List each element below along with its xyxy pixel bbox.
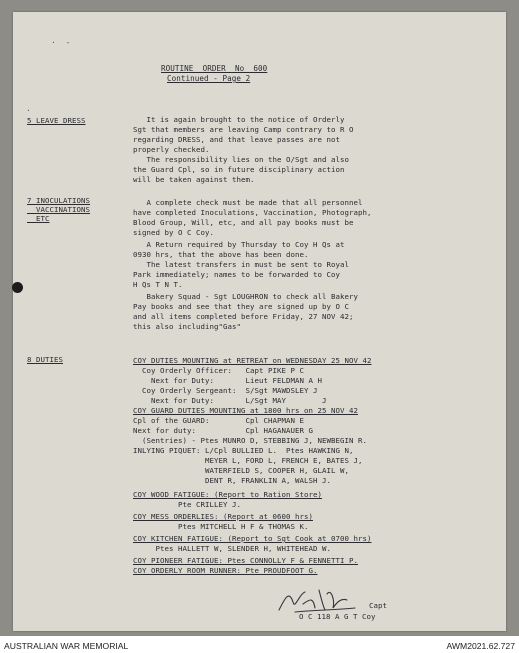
text-line: properly checked. xyxy=(133,145,210,154)
duty-line: COY DUTIES MOUNTING at RETREAT on WEDNESDAY 25 NOV 42 xyxy=(133,356,372,365)
text-line: the Guard Cpl, so in future disciplinary action xyxy=(133,165,345,174)
text-line: The responsibility lies on the O/Sgt and also xyxy=(133,155,349,164)
text-line: 0930 hrs, that the above has been done. xyxy=(133,250,309,259)
duty-line: COY GUARD DUTIES MOUNTING at 1800 hrs on 25 NOV 42 xyxy=(133,406,358,415)
vaccinations-heading: VACCINATIONS xyxy=(27,205,90,214)
inoculations-heading: 7 INOCULATIONS xyxy=(27,196,90,205)
duty-line: Next for duty: Cpl HAGANAUER G xyxy=(133,426,313,435)
text-line: H Qs T N T. xyxy=(133,280,183,289)
signature-office: O C 118 A G T Coy xyxy=(299,612,376,621)
signature-rank: Capt xyxy=(369,601,387,610)
duty-line: Next for Duty: Lieut FELDMAN A H xyxy=(133,376,322,385)
punch-hole xyxy=(12,282,23,293)
duty-line: MEYER L, FORD L, FRENCH E, BATES J, xyxy=(133,456,363,465)
text-line: A Return required by Thursday to Coy H Qs at xyxy=(133,240,345,249)
text-line: The latest transfers in must be sent to Royal xyxy=(133,260,349,269)
leave-dress-heading: 5 LEAVE DRESS xyxy=(27,116,86,125)
duty-line: Coy Orderly Officer: Capt PIKE P C xyxy=(133,366,304,375)
duty-line: COY PIONEER FATIGUE: Ptes CONNOLLY F & FENNETTI P. xyxy=(133,556,358,565)
text-line: this also including"Gas" xyxy=(133,322,241,331)
duty-line: WATERFIELD S, COOPER H, GLAIL W, xyxy=(133,466,349,475)
footer-accession-number: AWM2021.62.727 xyxy=(446,641,515,651)
text-line: and all items completed before Friday, 27 NOV 42; xyxy=(133,312,354,321)
duty-line: COY KITCHEN FATIGUE: (Report to Sgt Cook at 0700 hrs) xyxy=(133,534,372,543)
duty-line: Next for Duty: L/Sgt MAY J xyxy=(133,396,327,405)
duty-line: INLYING PIQUET: L/Cpl BULLIED L. Ptes HAWKING N, xyxy=(133,446,354,455)
duty-line: Ptes MITCHELL H F & THOMAS K. xyxy=(133,522,309,531)
duty-line: Ptes HALLETT W, SLENDER H, WHITEHEAD W. xyxy=(133,544,331,553)
text-line: regarding DRESS, and that leave passes are not xyxy=(133,135,340,144)
text-line: will be taken against them. xyxy=(133,175,255,184)
order-title: ROUTINE ORDER No 600 xyxy=(161,64,268,73)
text-line: Blood Group, Will, etc, and all pay books must be xyxy=(133,218,354,227)
text-line: Park immediately; names to be forwarded to Coy xyxy=(133,270,340,279)
text-line: have completed Inoculations, Vaccination, Photograph, xyxy=(133,208,372,217)
duties-heading: 8 DUTIES xyxy=(27,355,63,364)
text-line: Bakery Squad - Sgt LOUGHRON to check all Bakery xyxy=(133,292,358,301)
etc-heading: ETC xyxy=(27,214,50,223)
duty-line: DENT R, FRANKLIN A, WALSH J. xyxy=(133,476,331,485)
pencil-mark: · - xyxy=(51,38,71,47)
duty-line: COY ORDERLY ROOM RUNNER: Pte PROUDFOOT G. xyxy=(133,566,318,575)
duty-line: Cpl of the GUARD: Cpl CHAPMAN E xyxy=(133,416,304,425)
duty-line: COY WOOD FATIGUE: (Report to Ration Store) xyxy=(133,490,322,499)
footer-institution: AUSTRALIAN WAR MEMORIAL xyxy=(4,641,129,651)
order-subtitle: Continued - Page 2 xyxy=(167,74,251,83)
text-line: A complete check must be made that all personnel xyxy=(133,198,363,207)
duty-line: (Sentries) - Ptes MUNRO D, STEBBING J, NEWBEGIN R. xyxy=(133,436,367,445)
text-line: signed by O C Coy. xyxy=(133,228,214,237)
text-line: Pay books and see that they are signed up by O C xyxy=(133,302,349,311)
routine-order-page xyxy=(13,12,506,631)
duty-line: Pte CRILLEY J. xyxy=(133,500,241,509)
pencil-mark: · xyxy=(26,106,31,115)
text-line: It is again brought to the notice of Orderly xyxy=(133,115,345,124)
duty-line: Coy Orderly Sergeant: S/Sgt MAWDSLEY J xyxy=(133,386,318,395)
duty-line: COY MESS ORDERLIES: (Report at 0600 hrs) xyxy=(133,512,313,521)
text-line: Sgt that members are leaving Camp contrary to R O xyxy=(133,125,354,134)
